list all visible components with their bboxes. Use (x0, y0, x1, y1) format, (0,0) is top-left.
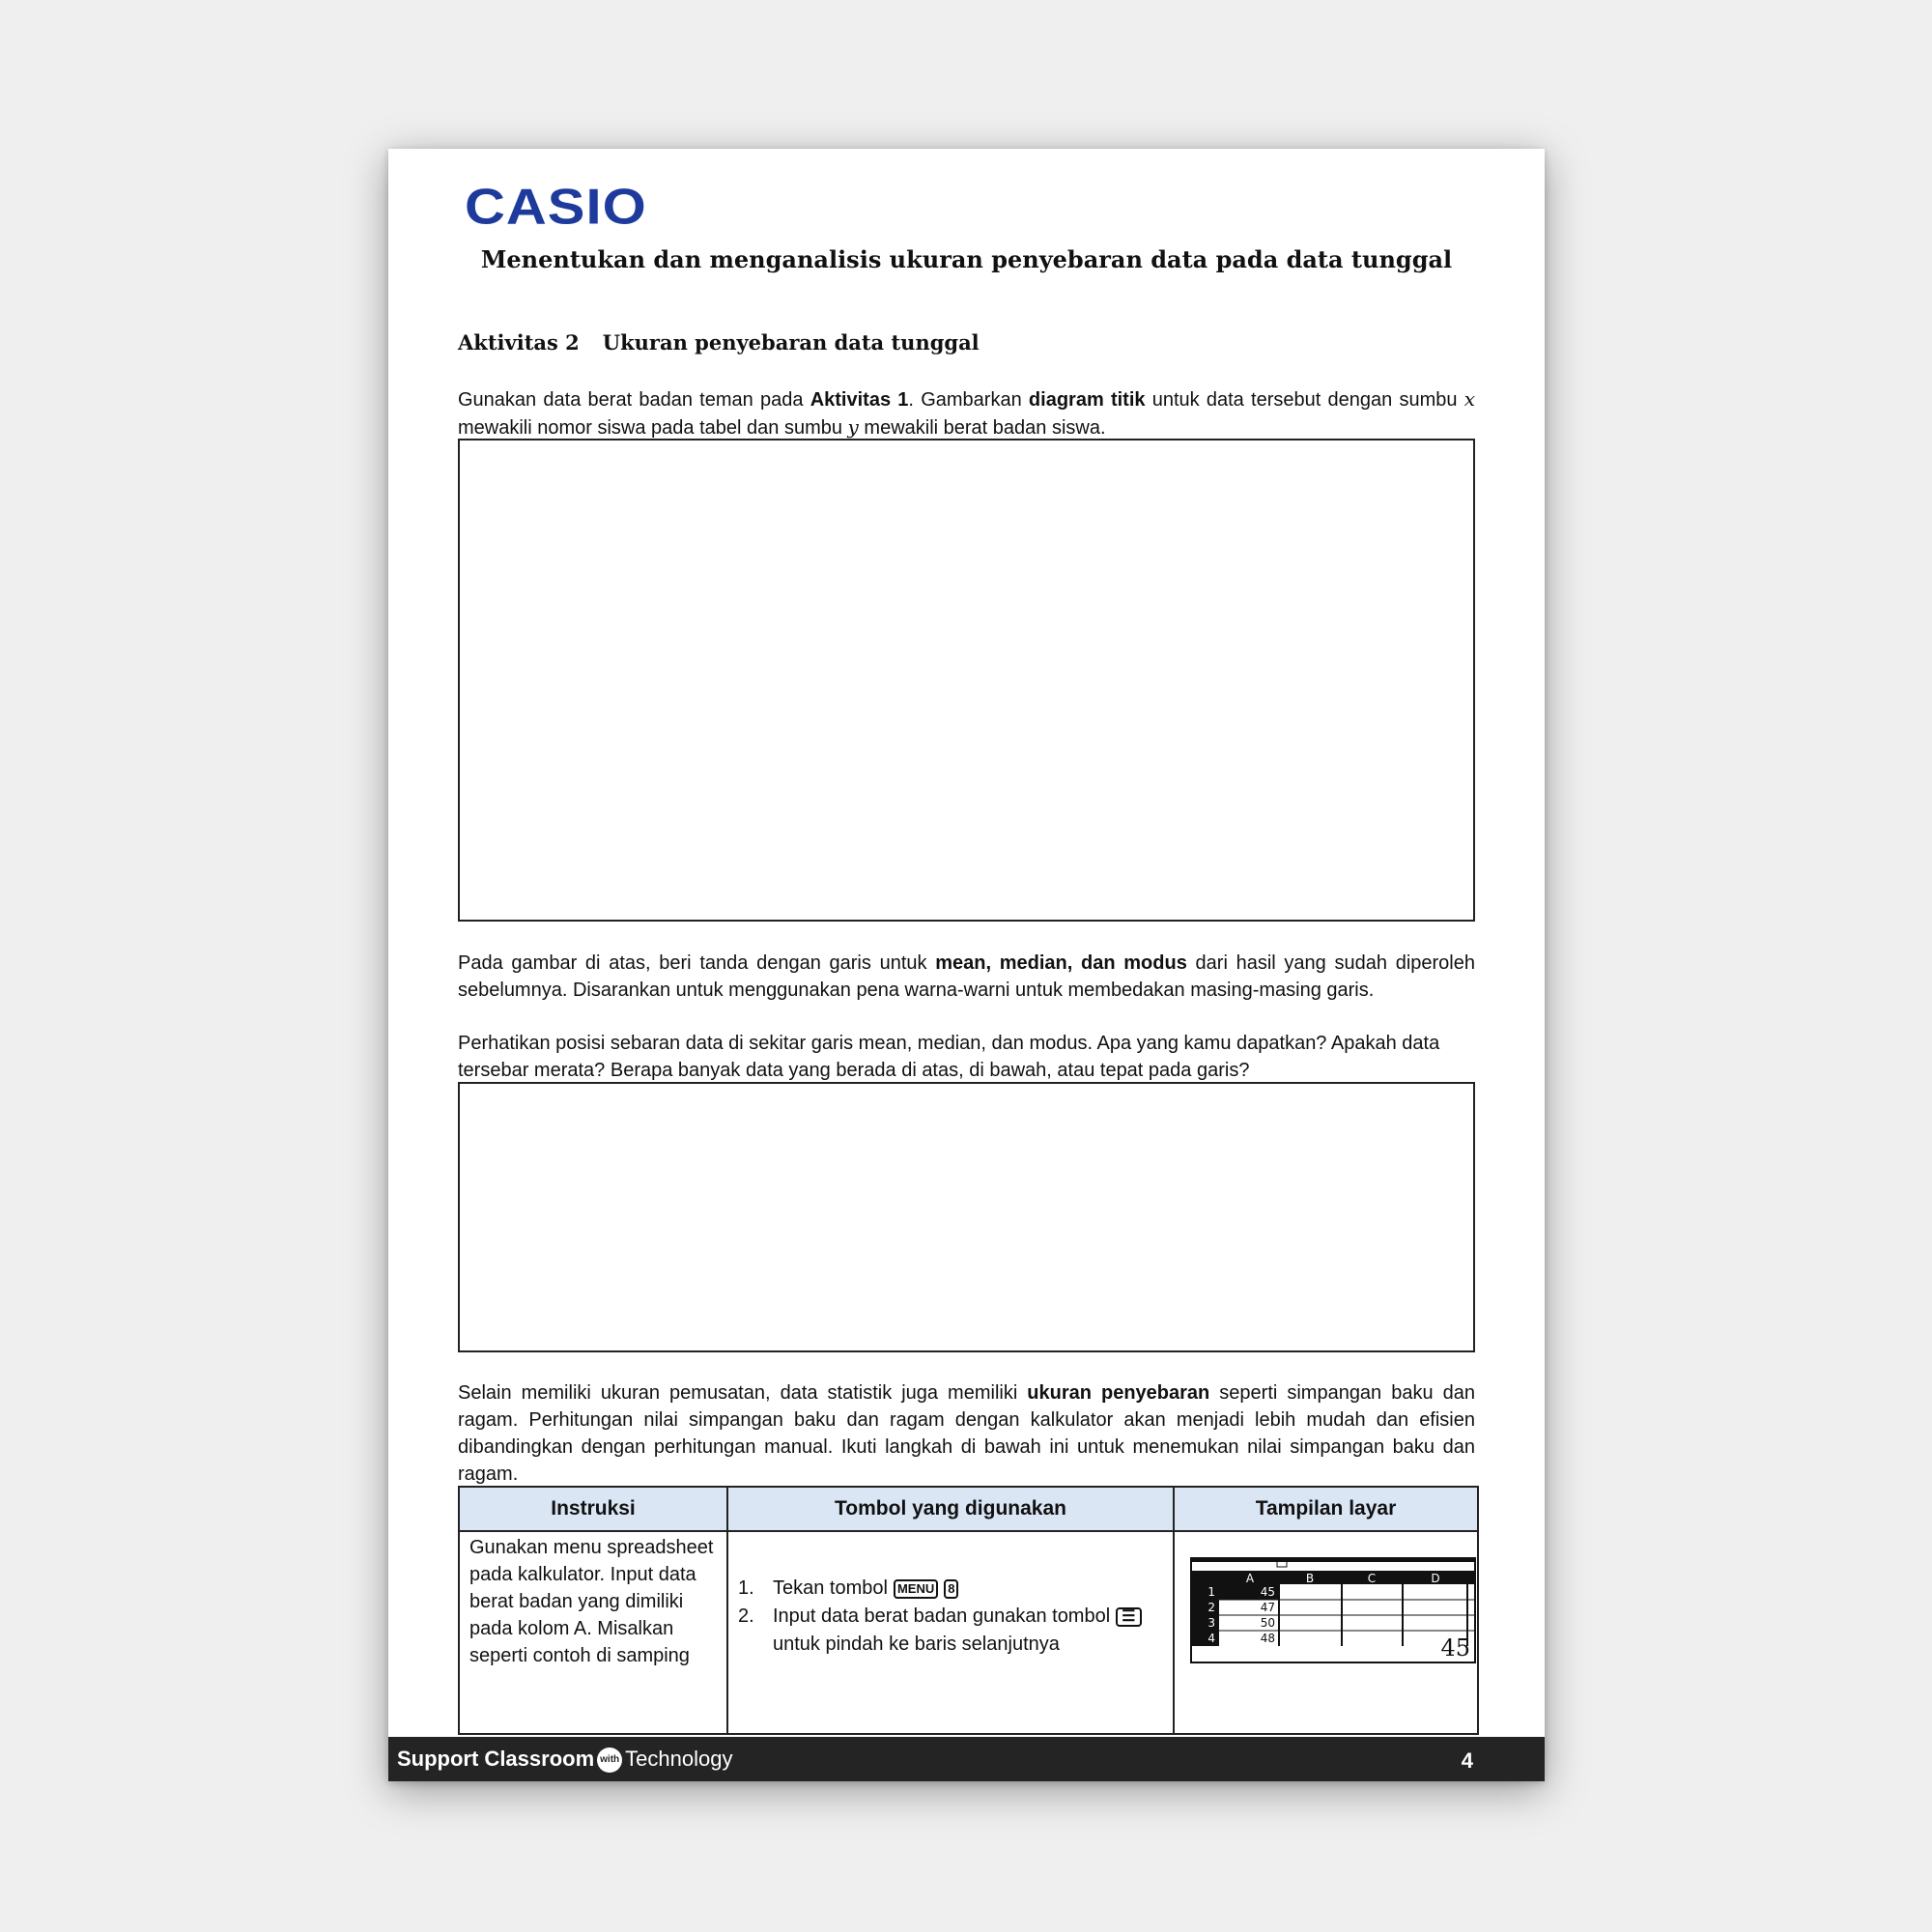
header-tombol: Tombol yang digunakan (727, 1487, 1174, 1531)
execute-key-icon: ☰ (1116, 1607, 1141, 1627)
spreadsheet-grid (1192, 1559, 1474, 1662)
x-variable: x (1463, 387, 1475, 411)
buttons-cell (727, 1531, 1174, 1734)
header-instruksi: Instruksi (459, 1487, 727, 1531)
instruction-paragraph-4: Selain memiliki ukuran pemusatan, data statistik juga memiliki ukuran penyebaran seperti simpangan baku dan ragam. Perhitungan nilai simpangan baku dan ragam dengan kalkulator akan menjadi lebih mudah dan efisien dibandingkan dengan perhitungan manual. Ikuti langkah di bawah ini untuk menemukan nilai simpangan baku dan ragam. (458, 1382, 1475, 1485)
row-1-label: 1 (1208, 1585, 1215, 1599)
activity-title: Ukuran penyebaran data tunggal (602, 330, 980, 355)
instruction-paragraph-1: Gunakan data berat badan teman pada Aktivitas 1. Gambarkan diagram titik untuk data tersebut dengan sumbu x mewakili nomor siswa pada tabel dan sumbu y mewakili berat badan siswa. (458, 387, 1475, 439)
instruction-paragraph-2: Pada gambar di atas, beri tanda dengan garis untuk mean, median, dan modus dari hasil yang sudah diperoleh sebelumnya. Disarankan untuk menggunakan pena warna-warni untuk membedakan masing-masing garis. (458, 952, 1475, 1001)
page-number: 4 (1461, 1748, 1473, 1773)
col-c-label: C (1367, 1572, 1377, 1585)
cell-a1: 45 (1260, 1585, 1275, 1599)
row-3-label: 3 (1208, 1616, 1215, 1630)
row-4-label: 4 (1208, 1632, 1215, 1645)
document-page (388, 149, 1545, 1781)
page-footer (388, 1737, 1545, 1781)
col-a-label: A (1245, 1572, 1255, 1585)
col-d-label: D (1431, 1572, 1440, 1585)
step-2: 2. Input data berat badan gunakan tombol ☰ untuk pindah ke baris selanjutnya (738, 1603, 1163, 1659)
cell-a3: 50 (1260, 1616, 1275, 1630)
activity-heading (458, 330, 980, 355)
instruction-cell: Gunakan menu spreadsheet pada kalkulator. Input data berat badan yang dimiliki pada kolom A. Misalkan seperti contoh di samping (459, 1531, 727, 1734)
cell-a4: 48 (1260, 1632, 1275, 1645)
instruction-paragraph-3: Perhatikan posisi sebaran data di sekitar garis mean, median, dan modus. Apa yang kamu dapatkan? Apakah data tersebar merata? Berapa banyak data yang berada di atas, di bawah, atau tepat pada garis? (458, 1033, 1440, 1081)
casio-logo: CASIO (465, 178, 647, 236)
col-b-label: B (1305, 1572, 1315, 1585)
key-8-icon: 8 (944, 1579, 958, 1599)
with-badge-icon: with (597, 1747, 622, 1773)
analysis-answer-box[interactable] (458, 1082, 1475, 1352)
activity-label: Aktivitas 2 (458, 330, 580, 355)
screen-display-value: 45 (1440, 1634, 1470, 1662)
footer-brand: Support Classroom with Technology (397, 1747, 732, 1773)
dot-plot-answer-box[interactable] (458, 439, 1475, 922)
calculator-screen (1190, 1557, 1476, 1663)
screen-cell (1174, 1531, 1478, 1734)
row-2-label: 2 (1208, 1601, 1215, 1614)
menu-key-icon: MENU (894, 1579, 938, 1599)
step-1: 1. Tekan tombol MENU 8 (738, 1575, 1163, 1603)
instruction-table (458, 1486, 1479, 1735)
header-tampilan: Tampilan layar (1174, 1487, 1478, 1531)
cell-a2: 47 (1260, 1601, 1275, 1614)
y-variable: y (847, 415, 859, 439)
document-title: Menentukan dan menganalisis ukuran penyebaran data pada data tunggal (480, 245, 1453, 273)
